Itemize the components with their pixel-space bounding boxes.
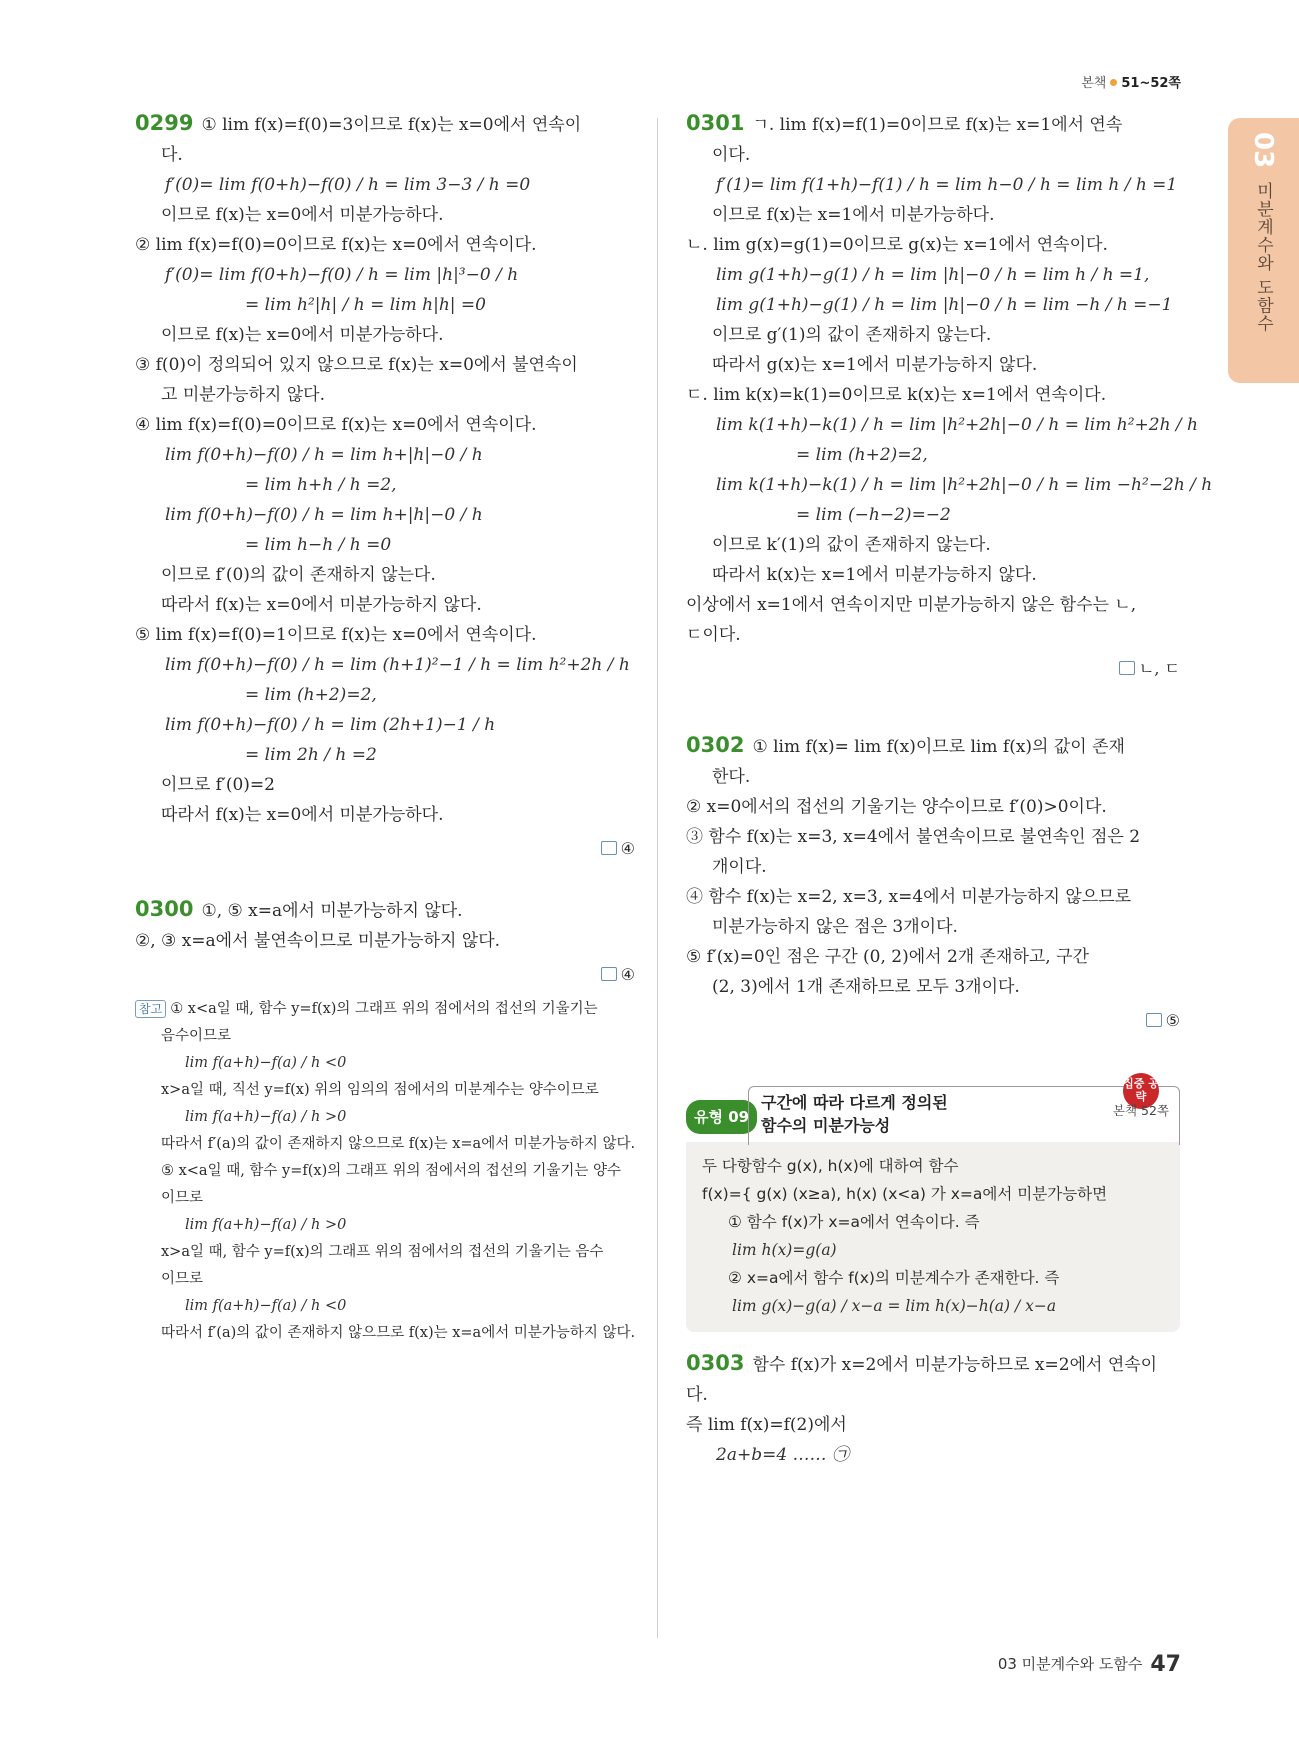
text-line: 따라서 f(x)는 x=0에서 미분가능하지 않다.: [161, 595, 482, 615]
equation-line: = lim h−h / h =0: [245, 535, 392, 555]
answer-mark: [135, 834, 635, 864]
chapter-tab: [1228, 118, 1299, 383]
answer-mark: [686, 654, 1180, 684]
page-footer: [998, 1652, 1181, 1677]
text-line: [686, 108, 1180, 140]
text-line: 따라서 f(x)는 x=0에서 미분가능하다.: [161, 805, 444, 825]
type-title-line1: 구간에 따라 다르게 정의된: [761, 1093, 948, 1112]
text-line: 이므로 f(x)는 x=0에서 미분가능하다.: [161, 325, 444, 345]
equation-line: = lim (−h−2)=−2: [796, 505, 951, 525]
text-line: [686, 1348, 1180, 1380]
text-line: 한다.: [712, 767, 751, 787]
text-line: [135, 996, 635, 1023]
type-box-header: [686, 1077, 1180, 1142]
text-line: ③ f(0)이 정의되어 있지 않으므로 f(x)는 x=0에서 불연속이: [135, 355, 578, 375]
equation-line: f′(0)= lim f(0+h)−f(0) / h = lim |h|³−0 / h: [165, 265, 519, 285]
type-box: [686, 1077, 1180, 1332]
note-box: [135, 996, 635, 1347]
text-line-content: ① lim f(x)=f(0)=3이므로 f(x)는 x=0에서 연속이: [201, 115, 582, 135]
text-line-content: ① x<a일 때, 함수 y=f(x)의 그래프 위의 점에서의 접선의 기울기는: [170, 1001, 598, 1017]
type-box-body: [686, 1142, 1180, 1332]
chapter-title: 미분계수와 도함수: [1253, 182, 1273, 333]
equation-line: lim g(1+h)−g(1) / h = lim |h|−0 / h = lim −h / h =−1: [716, 295, 1173, 315]
equation-line: lim h(x)=g(a): [732, 1241, 837, 1259]
text-line: 이므로 f′(0)=2: [161, 775, 275, 795]
equation-line: lim f(0+h)−f(0) / h = lim (2h+1)−1 / h: [165, 715, 496, 735]
text-line: [686, 730, 1180, 762]
text-line: ⑤ x<a일 때, 함수 y=f(x)의 그래프 위의 점에서의 접선의 기울기는 양수: [161, 1163, 622, 1179]
equation-line: lim g(x)−g(a) / x−a = lim h(x)−h(a) / x−a: [732, 1297, 1057, 1315]
problem-0303: [686, 1348, 1180, 1470]
text-line: ㄷ. lim k(x)=k(1)=0이므로 k(x)는 x=1에서 연속이다.: [686, 385, 1107, 405]
text-line: 이므로 f(x)는 x=0에서 미분가능하다.: [161, 205, 444, 225]
text-line: 두 다항함수 g(x), h(x)에 대하여 함수: [702, 1157, 959, 1175]
answer-icon: [601, 841, 617, 855]
text-line: ⑤ lim f(x)=f(0)=1이므로 f(x)는 x=0에서 연속이다.: [135, 625, 537, 645]
equation-line: lim f(0+h)−f(0) / h = lim h+|h|−0 / h: [165, 505, 483, 525]
problem-number: 0302: [686, 733, 745, 757]
text-line: [135, 894, 635, 926]
equation-line: lim g(1+h)−g(1) / h = lim |h|−0 / h = lim h / h =1,: [716, 265, 1150, 285]
problem-0302: [686, 730, 1180, 1036]
text-line: [135, 108, 635, 140]
text-line: 이다.: [712, 145, 751, 165]
text-line: 미분가능하지 않은 점은 3개이다.: [712, 917, 958, 937]
problem-number: 0303: [686, 1351, 745, 1375]
text-line: 따라서 k(x)는 x=1에서 미분가능하지 않다.: [712, 565, 1037, 585]
answer-value: ⑤: [1165, 1011, 1180, 1030]
header-pages: 51~52쪽: [1121, 76, 1181, 91]
right-column: [686, 108, 1213, 1476]
answer-icon: [601, 967, 617, 981]
chapter-number: 03: [1248, 132, 1278, 169]
equation-line: = lim h+h / h =2,: [245, 475, 397, 495]
text-line: ② lim f(x)=f(0)=0이므로 f(x)는 x=0에서 연속이다.: [135, 235, 537, 255]
text-line: 따라서 f′(a)의 값이 존재하지 않으므로 f(x)는 x=a에서 미분가능하지 않다.: [161, 1325, 636, 1341]
text-line: ㄷ이다.: [686, 625, 741, 645]
text-line: ②, ③ x=a에서 불연속이므로 미분가능하지 않다.: [135, 931, 501, 951]
equation-line: = lim (h+2)=2,: [245, 685, 377, 705]
dot-icon: [1110, 79, 1117, 86]
text-line: ④ 함수 f(x)는 x=2, x=3, x=4에서 미분가능하지 않으므로: [686, 887, 1132, 907]
text-line: ㄴ. lim g(x)=g(1)=0이므로 g(x)는 x=1에서 연속이다.: [686, 235, 1108, 255]
text-line: ② x=0에서의 접선의 기울기는 양수이므로 f′(0)>0이다.: [686, 797, 1107, 817]
equation-line: lim f(a+h)−f(a) / h >0: [185, 1217, 347, 1233]
text-line-content: ①, ⑤ x=a에서 미분가능하지 않다.: [201, 901, 463, 921]
text-line: 이상에서 x=1에서 연속이지만 미분가능하지 않은 함수는 ㄴ,: [686, 595, 1137, 615]
text-line: 이므로 k′(1)의 값이 존재하지 않는다.: [712, 535, 991, 555]
equation-line: = lim h²|h| / h = lim h|h| =0: [245, 295, 486, 315]
text-line: ③ 함수 f(x)는 x=3, x=4에서 불연속이므로 불연속인 점은 2: [686, 827, 1141, 847]
header-prefix: 본책: [1081, 76, 1107, 91]
answer-value: ④: [620, 965, 635, 984]
text-line: 이므로 f(x)는 x=1에서 미분가능하다.: [712, 205, 995, 225]
equation-line: lim f(a+h)−f(a) / h <0: [185, 1055, 347, 1071]
focus-stamp: 집중 공략: [1123, 1073, 1159, 1109]
equation-line: lim f(a+h)−f(a) / h <0: [185, 1298, 347, 1314]
text-line: 이므로: [161, 1271, 204, 1287]
text-line: (2, 3)에서 1개 존재하므로 모두 3개이다.: [712, 977, 1020, 997]
text-line: 이므로: [161, 1190, 204, 1206]
page-header: [1081, 72, 1181, 91]
note-tag: 참고: [135, 1000, 166, 1018]
answer-icon: [1146, 1013, 1162, 1027]
text-line: x>a일 때, 직선 y=f(x) 위의 임의의 점에서의 미분계수는 양수이므로: [161, 1082, 599, 1098]
equation-line: 2a+b=4 …… ㉠: [716, 1445, 849, 1465]
text-line-content: ㄱ. lim f(x)=f(1)=0이므로 f(x)는 x=1에서 연속: [752, 115, 1123, 135]
answer-mark: [686, 1006, 1180, 1036]
equation-line: lim k(1+h)−k(1) / h = lim |h²+2h|−0 / h = lim h²+2h / h: [716, 415, 1199, 435]
text-line: ① 함수 f(x)가 x=a에서 연속이다. 즉: [728, 1213, 980, 1231]
text-line: ④ lim f(x)=f(0)=0이므로 f(x)는 x=0에서 연속이다.: [135, 415, 537, 435]
footer-chapter: 03 미분계수와 도함수: [997, 1655, 1143, 1673]
type-ref: 본책 52쪽: [1112, 1103, 1169, 1118]
text-line: ⑤ f′(x)=0인 점은 구간 (0, 2)에서 2개 존재하고, 구간: [686, 947, 1089, 967]
text-line: 고 미분가능하지 않다.: [161, 385, 326, 405]
type-badge: 유형 09: [686, 1100, 757, 1134]
text-line-content: 함수 f(x)가 x=2에서 미분가능하므로 x=2에서 연속이: [752, 1355, 1158, 1375]
text-line: 즉 lim f(x)=f(2)에서: [686, 1415, 847, 1435]
text-line: 개이다.: [712, 857, 767, 877]
equation-line: f′(0)= lim f(0+h)−f(0) / h = lim 3−3 / h =0: [165, 175, 531, 195]
text-line: f(x)={ g(x) (x≥a), h(x) (x<a) 가 x=a에서 미분가능하면: [702, 1185, 1108, 1203]
text-line: 이므로 g′(1)의 값이 존재하지 않는다.: [712, 325, 992, 345]
equation-line: = lim (h+2)=2,: [796, 445, 928, 465]
answer-mark: [135, 960, 635, 990]
equation-line: = lim 2h / h =2: [245, 745, 377, 765]
column-divider: [657, 118, 658, 1638]
equation-line: lim f(0+h)−f(0) / h = lim (h+1)²−1 / h = lim h²+2h / h: [165, 655, 630, 675]
left-column: [135, 108, 635, 1353]
equation-line: lim k(1+h)−k(1) / h = lim |h²+2h|−0 / h = lim −h²−2h / h: [716, 475, 1213, 495]
problem-number: 0300: [135, 897, 194, 921]
text-line: 다.: [686, 1385, 708, 1405]
text-line: x>a일 때, 함수 y=f(x)의 그래프 위의 점에서의 접선의 기울기는 음수: [161, 1244, 604, 1260]
text-line: 음수이므로: [161, 1028, 232, 1044]
text-line: 이므로 f′(0)의 값이 존재하지 않는다.: [161, 565, 436, 585]
answer-value: ④: [620, 839, 635, 858]
text-line: 다.: [161, 145, 183, 165]
equation-line: lim f(0+h)−f(0) / h = lim h+|h|−0 / h: [165, 445, 483, 465]
problem-number: 0299: [135, 111, 194, 135]
type-title: [748, 1077, 1180, 1145]
text-line: 따라서 g(x)는 x=1에서 미분가능하지 않다.: [712, 355, 1038, 375]
text-line: 따라서 f′(a)의 값이 존재하지 않으므로 f(x)는 x=a에서 미분가능하지 않다.: [161, 1136, 636, 1152]
type-title-line2: 함수의 미분가능성: [761, 1116, 891, 1135]
text-line-content: ① lim f(x)= lim f(x)이므로 lim f(x)의 값이 존재: [752, 737, 1125, 757]
equation-line: f′(1)= lim f(1+h)−f(1) / h = lim h−0 / h = lim h / h =1: [716, 175, 1178, 195]
answer-icon: [1119, 661, 1135, 675]
problem-0301: [686, 108, 1213, 684]
equation-line: lim f(a+h)−f(a) / h >0: [185, 1109, 347, 1125]
text-line: ② x=a에서 함수 f(x)의 미분계수가 존재한다. 즉: [728, 1269, 1060, 1287]
problem-0300: [135, 894, 635, 990]
problem-0299: [135, 108, 635, 864]
answer-value: ㄴ, ㄷ: [1138, 659, 1180, 678]
problem-number: 0301: [686, 111, 745, 135]
page-number: 47: [1150, 1652, 1181, 1677]
